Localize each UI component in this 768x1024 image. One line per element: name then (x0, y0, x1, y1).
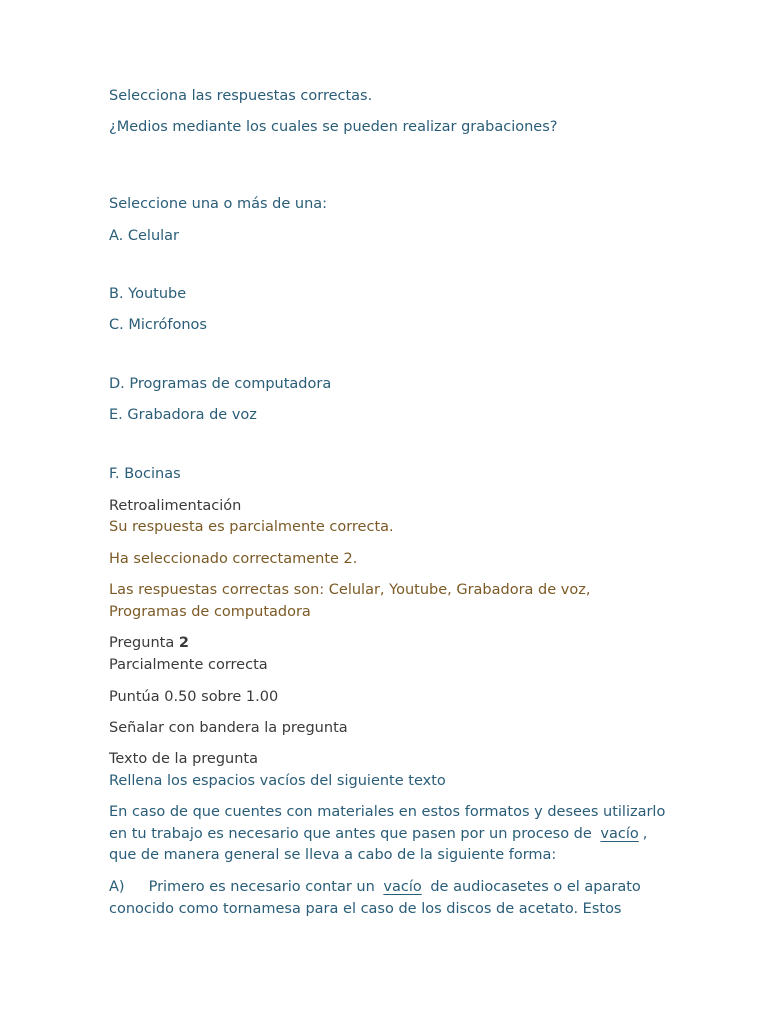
question-text-heading: Texto de la pregunta (109, 751, 258, 767)
correct-answers-line-2: Programas de computadora (109, 604, 311, 620)
blank-field-2[interactable]: vacío (383, 879, 422, 895)
option-b[interactable]: B. Youtube (109, 286, 187, 302)
option-a[interactable]: A. Celular (109, 228, 180, 244)
option-c[interactable]: C. Micrófonos (109, 317, 207, 333)
feedback-partial: Su respuesta es parcialmente correcta. (109, 519, 394, 535)
option-e[interactable]: E. Grabadora de voz (109, 407, 257, 423)
item-a-line-2: conocido como tornamesa para el caso de los discos de acetato. Estos (109, 901, 622, 917)
question-label: Pregunta (109, 635, 175, 651)
blank-field-1[interactable]: vacío (600, 826, 639, 842)
paragraph-line-3: que de manera general se lleva a cabo de la siguiente forma: (109, 847, 557, 863)
paragraph-line-2 (109, 824, 647, 845)
item-a-text-start: Primero es necesario contar un (148, 879, 375, 895)
question-status: Parcialmente correcta (109, 657, 268, 673)
question-1-text: ¿Medios mediante los cuales se pueden realizar grabaciones? (109, 119, 558, 135)
select-prompt: Seleccione una o más de una: (109, 196, 328, 212)
question-2-instruction: Rellena los espacios vacíos del siguiente texto (109, 773, 446, 789)
flag-question-link[interactable]: Señalar con bandera la pregunta (109, 720, 348, 736)
paragraph-line-2-start: en tu trabajo es necesario que antes que pasen por un proceso de (109, 826, 592, 842)
question-2-heading (109, 633, 189, 654)
paragraph-line-1: En caso de que cuentes con materiales en estos formatos y desees utilizarlo (109, 804, 666, 820)
question-score: Puntúa 0.50 sobre 1.00 (109, 689, 279, 705)
option-f[interactable]: F. Bocinas (109, 466, 181, 482)
correct-answers-line-1: Las respuestas correctas son: Celular, Youtube, Grabadora de voz, (109, 582, 591, 598)
option-d[interactable]: D. Programas de computadora (109, 376, 332, 392)
paragraph-line-2-end: , (642, 826, 648, 842)
feedback-selected: Ha seleccionado correctamente 2. (109, 551, 358, 567)
feedback-heading: Retroalimentación (109, 498, 242, 514)
instruction-text: Selecciona las respuestas correctas. (109, 88, 373, 104)
item-a-line-1 (109, 877, 641, 898)
question-number: 2 (178, 635, 189, 651)
item-a-marker: A) (109, 879, 125, 895)
item-a-text-end: de audiocasetes o el aparato (430, 879, 641, 895)
